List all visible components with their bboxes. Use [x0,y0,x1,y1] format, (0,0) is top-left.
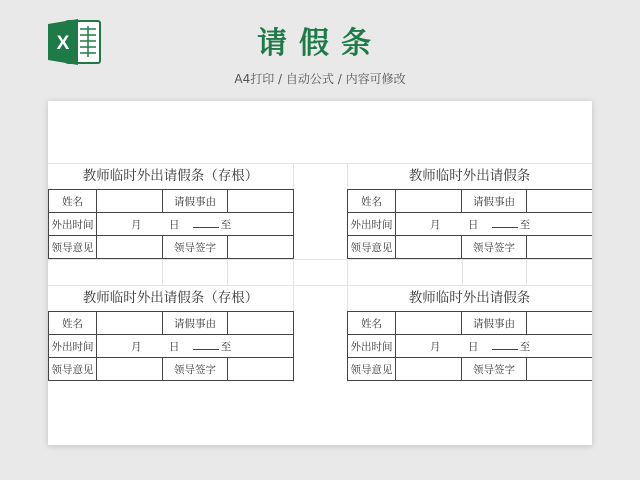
leader-sign-label: 领导签字 [163,236,228,259]
form-row-out-time [49,335,294,358]
name-label: 姓名 [49,312,97,335]
name-value-cell[interactable] [396,190,462,213]
form-row-leader [348,358,593,381]
form-row-leader [348,236,593,259]
form-title: 教师临时外出请假条（存根） [82,290,259,306]
form-title: 教师临时外出请假条（存根） [82,168,259,184]
leader-opinion-value-cell[interactable] [97,358,163,381]
to-label: 至 [519,340,531,353]
reason-label: 请假事由 [163,190,228,213]
name-label: 姓名 [49,190,97,213]
page-title: 请假条 [257,26,383,61]
name-value-cell[interactable] [97,312,163,335]
name-value-cell[interactable] [396,312,462,335]
leader-opinion-label: 领导意见 [348,236,396,259]
leader-sign-value-cell[interactable] [527,358,593,381]
reason-value-cell[interactable] [527,190,593,213]
out-time-value-cell[interactable] [97,213,294,236]
leave-form-top [347,163,592,259]
reason-value-cell[interactable] [228,190,294,213]
form-title: 教师临时外出请假条 [408,290,531,306]
name-label: 姓名 [348,312,396,335]
form-row-leader [49,358,294,381]
to-label: 至 [220,218,232,231]
reason-label: 请假事由 [462,312,527,335]
form-row-out-time [49,213,294,236]
leader-opinion-value-cell[interactable] [396,236,462,259]
svg-text:X: X [56,33,70,54]
form-table [347,189,592,259]
to-label: 至 [220,340,232,353]
leader-sign-value-cell[interactable] [228,236,294,259]
leave-form-stub-bottom [48,285,293,381]
form-row-name [49,190,294,213]
time-blank-line [193,219,219,228]
form-table [347,311,592,381]
reason-value-cell[interactable] [527,312,593,335]
out-time-label: 外出时间 [348,213,396,236]
reason-label: 请假事由 [163,312,228,335]
form-title: 教师临时外出请假条 [408,168,531,184]
out-time-value-cell[interactable] [396,213,593,236]
leader-sign-label: 领导签字 [462,236,527,259]
page-subtitle: A4打印 / 自动公式 / 内容可修改 [234,72,406,86]
leader-sign-label: 领导签字 [163,358,228,381]
month-label: 月 [430,218,441,231]
out-time-label: 外出时间 [49,213,97,236]
leader-opinion-label: 领导意见 [49,236,97,259]
spreadsheet-preview [48,101,592,445]
leader-opinion-value-cell[interactable] [396,358,462,381]
out-time-value-cell[interactable] [396,335,593,358]
name-label: 姓名 [348,190,396,213]
leader-opinion-value-cell[interactable] [97,236,163,259]
leader-opinion-label: 领导意见 [49,358,97,381]
to-label: 至 [519,218,531,231]
leader-sign-label: 领导签字 [462,358,527,381]
form-row-name [49,312,294,335]
form-table [48,311,294,381]
month-label: 月 [430,340,441,353]
day-label: 日 [467,218,479,231]
form-row-leader [49,236,294,259]
leave-form-stub-top [48,163,293,259]
time-blank-line [492,219,518,228]
reason-value-cell[interactable] [228,312,294,335]
out-time-label: 外出时间 [348,335,396,358]
time-blank-line [193,341,219,350]
reason-label: 请假事由 [462,190,527,213]
sheet-gridlines [48,101,592,445]
form-row-out-time [348,335,593,358]
leader-sign-value-cell[interactable] [527,236,593,259]
form-table [48,189,294,259]
leader-opinion-label: 领导意见 [348,358,396,381]
leave-form-bottom [347,285,592,381]
time-blank-line [492,341,518,350]
form-row-out-time [348,213,593,236]
form-row-name [348,312,593,335]
day-label: 日 [168,340,180,353]
form-row-name [348,190,593,213]
name-value-cell[interactable] [97,190,163,213]
leader-sign-value-cell[interactable] [228,358,294,381]
out-time-value-cell[interactable] [97,335,294,358]
month-label: 月 [131,340,142,353]
day-label: 日 [168,218,180,231]
out-time-label: 外出时间 [49,335,97,358]
month-label: 月 [131,218,142,231]
day-label: 日 [467,340,479,353]
